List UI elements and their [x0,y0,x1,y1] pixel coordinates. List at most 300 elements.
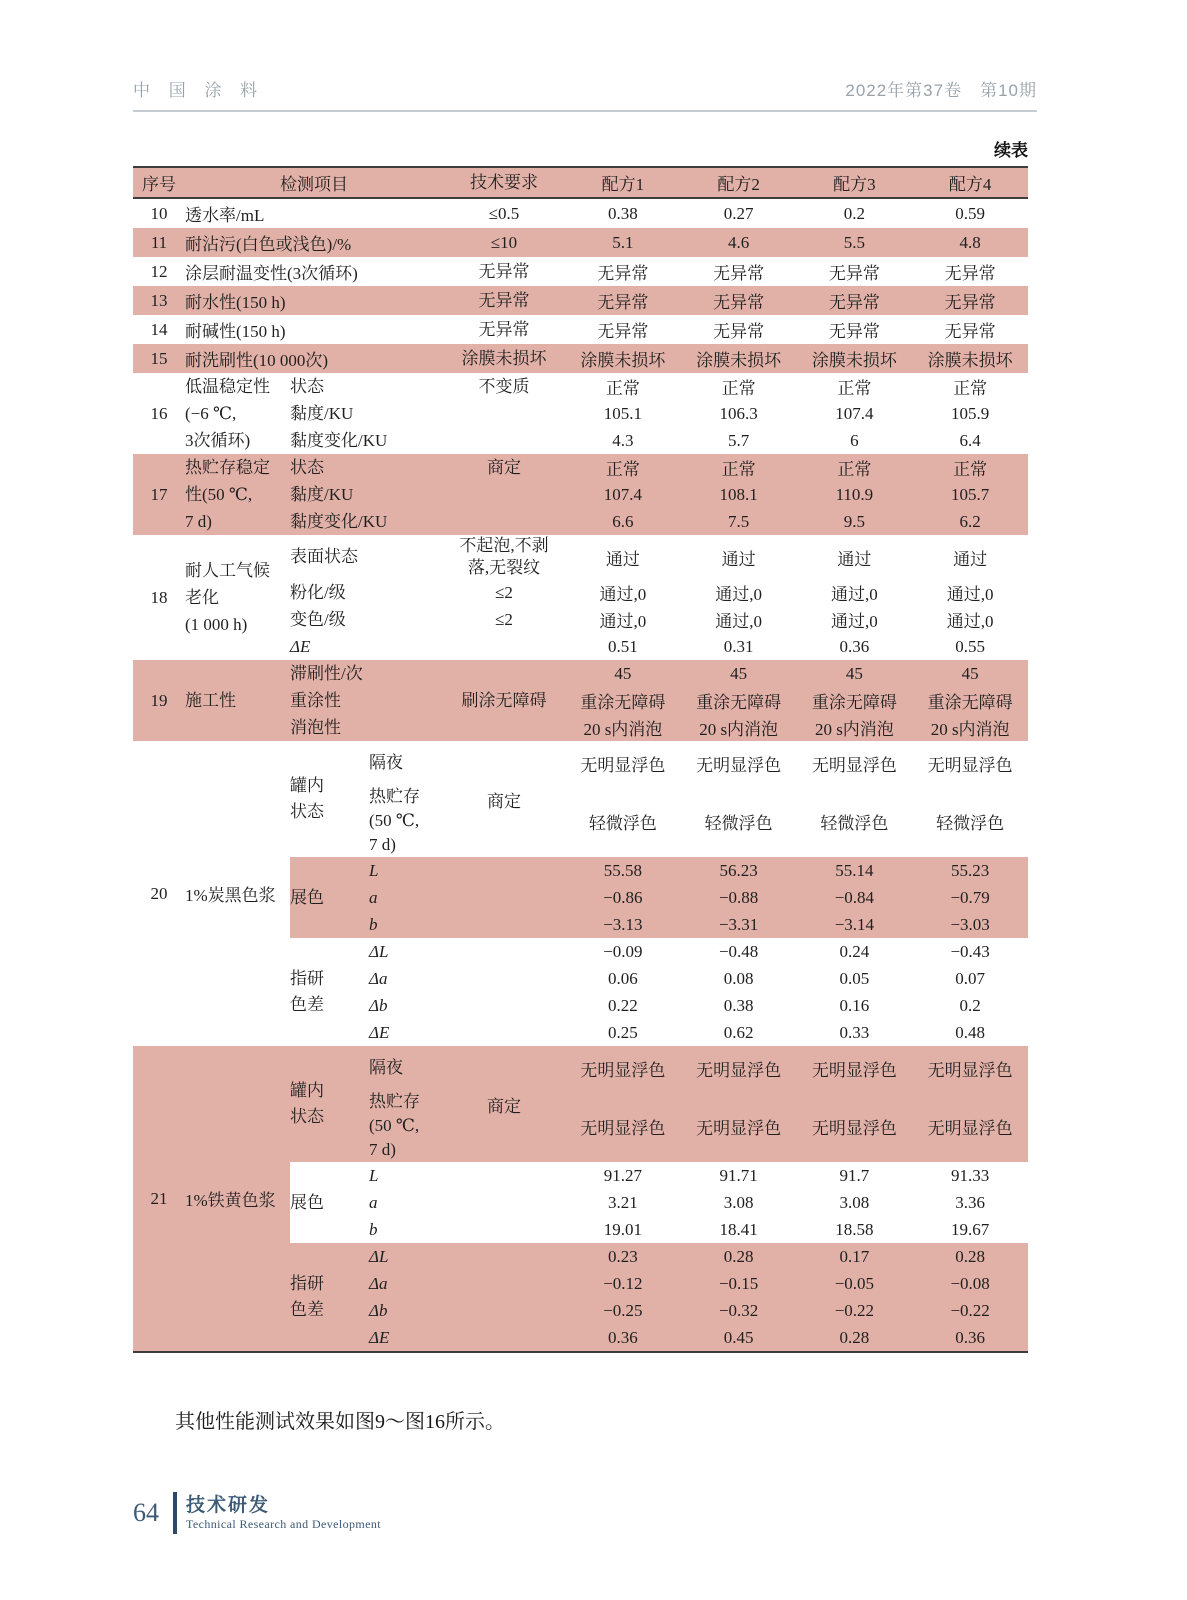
formula-value: 无异常 [597,322,649,341]
table-sub-row [362,1270,1028,1297]
formula-value: 18.58 [835,1219,874,1239]
formula-value: 56.23 [719,860,758,880]
formula-value: 0.23 [608,1246,638,1266]
results-table [133,166,1028,1353]
row-number: 20 [150,883,168,903]
table-row [133,199,1028,228]
table-sub-row [290,633,1028,660]
sub-rows [290,535,1028,660]
formula-value: 无异常 [944,264,996,283]
table-sub-row [290,535,1028,579]
formula-value: −0.09 [603,941,643,961]
formula-value: −0.48 [718,941,759,961]
formula-value: 105.7 [951,484,990,504]
formula-value: 108.1 [719,484,758,504]
tech-requirement: 无异常 [478,319,530,339]
item-name: 施工性 [185,691,236,710]
tech-requirement: 无异常 [478,290,530,310]
formula-value: −0.15 [718,1273,759,1293]
formula-value: 通过 [953,549,988,569]
formula-value: 19.01 [603,1219,642,1239]
formula-value: 轻微浮色 [704,813,773,833]
sub-item: 重涂性 [290,690,341,710]
sub-group-name: 罐内 状态 [290,776,324,821]
table-sub-row [290,660,1028,687]
formula-value: 正常 [837,379,872,398]
formula-value: −3.13 [603,914,643,934]
formula-value: 重涂无障碍 [696,693,782,712]
formula-value: −0.79 [950,887,990,907]
formula-value: 4.6 [728,232,750,252]
formula-value: 0.55 [955,636,985,656]
sub-group-rows [362,857,1028,938]
sub-item: Δb [369,995,388,1015]
formula-value: 通过,0 [715,612,762,631]
item-left-strip [133,741,290,1046]
sub-item: Δa [369,968,388,988]
sub-group [290,938,1028,1046]
table-sub-row [362,857,1028,884]
col-header-formula: 配方1 [601,175,645,194]
formula-value: 正常 [837,460,872,479]
formula-value: 20 s内消泡 [583,720,663,739]
issue-info: 2022年第37卷 第10期 [845,81,1037,100]
body-note: 其他性能测试效果如图9～图16所示。 [175,1411,505,1433]
formula-value: 3.21 [608,1192,638,1212]
sub-item: 黏度变化/KU [290,430,388,450]
formula-value: 0.16 [839,995,870,1015]
table-sub-row [362,911,1028,938]
formula-value: −0.22 [950,1300,990,1320]
formula-value: 0.38 [608,203,638,223]
col-header-formula: 配方3 [833,175,876,194]
row-number: 14 [150,319,168,339]
formula-value: 0.59 [955,203,985,223]
formula-value: 重涂无障碍 [580,693,666,712]
footer-section-en: Technical Research and Development [186,1516,382,1531]
tech-requirement: 刷涂无障碍 [461,690,547,710]
tech-requirement: 涂膜未损坏 [461,348,547,368]
row-number: 21 [150,1188,168,1208]
sub-item: b [369,914,378,934]
formula-value: 通过 [605,549,640,569]
item-name: 耐人工气候 老化 (1 000 h) [185,561,270,634]
formula-value: 20 s内消泡 [930,720,1010,739]
formula-value: 正常 [605,379,640,398]
table-sub-row [362,1019,1028,1046]
sub-item: 消泡性 [290,717,341,737]
sub-item: 表面状态 [290,547,358,566]
sub-group-name: 罐内 状态 [290,1081,324,1126]
table-sub-row [290,508,1028,535]
sub-group-rows [362,938,1028,1046]
row-number: 19 [150,690,168,710]
table-sub-row [290,400,1028,427]
formula-value: 91.7 [839,1165,870,1185]
formula-value: 6 [850,430,859,450]
sub-item: a [369,1192,378,1212]
sub-group-name: 指研 色差 [290,969,324,1014]
row-number: 13 [150,290,168,310]
formula-value: 0.05 [839,968,870,988]
item-name: 涂层耐温变性(3次循环) [185,264,358,283]
col-header-formula: 配方2 [717,175,760,194]
item-name: 1%铁黄色浆 [185,1191,276,1210]
formula-value: 0.36 [608,1327,638,1347]
tech-requirement: ≤2 [495,609,513,629]
tech-requirement: 商定 [487,791,521,811]
sub-item: 热贮存 (50 ℃, 7 d) [369,787,420,854]
formula-value: 通过,0 [715,585,762,604]
formula-value: 55.14 [835,860,874,880]
formula-value: 4.3 [612,430,634,450]
formula-value: 0.08 [723,968,754,988]
formula-value: 7.5 [728,511,750,531]
table-sub-row [290,579,1028,606]
formula-value: 无明显浮色 [811,755,897,775]
item-name: 热贮存稳定 性(50 ℃, 7 d) [185,458,270,531]
formula-value: 20 s内消泡 [814,720,894,739]
formula-value: 涂膜未损坏 [927,351,1013,370]
tech-requirement: 不起泡,不剥 落,无裂纹 [459,536,549,577]
formula-value: 正常 [721,379,756,398]
sub-item: ΔL [369,941,389,961]
item-name: 低温稳定性 (−6 ℃, 3次循环) [185,377,270,450]
sub-group [290,857,1028,938]
sub-item: 变色/级 [290,609,346,629]
row-number: 10 [150,203,168,223]
table-row [133,257,1028,286]
item-name: 耐水性(150 h) [185,293,286,312]
formula-value: 19.67 [951,1219,990,1239]
formula-value: 5.1 [612,232,634,252]
table-item-group [133,454,1028,535]
formula-value: 无明显浮色 [580,755,666,775]
formula-value: 20 s内消泡 [699,720,779,739]
formula-value: 3.08 [839,1192,870,1212]
tech-requirement: ≤10 [490,232,518,252]
formula-value: −0.25 [603,1300,643,1320]
sub-item: 状态 [290,457,324,477]
table-item-group [133,373,1028,454]
formula-value: 0.31 [723,636,754,656]
formula-value: 无异常 [828,264,880,283]
continued-table-label: 续表 [994,141,1028,160]
sub-group-name: 展色 [290,887,324,907]
formula-value: 涂膜未损坏 [811,351,897,370]
formula-value: 105.1 [603,403,642,423]
formula-value: 0.07 [955,968,985,988]
formula-value: 无明显浮色 [580,1118,666,1138]
formula-value: 无明显浮色 [696,1118,782,1138]
row-number: 18 [150,587,168,607]
formula-value: 45 [961,663,979,683]
formula-value: 0.28 [723,1246,754,1266]
col-header-formula: 配方4 [948,175,992,194]
page-number: 64 [133,1498,159,1527]
item-name: 1%炭黑色浆 [185,886,276,905]
formula-value: 正常 [721,460,756,479]
table-sub-row [362,1216,1028,1243]
formula-value: 0.28 [955,1246,985,1266]
formula-value: −0.86 [603,887,643,907]
formula-value: −0.08 [950,1273,990,1293]
formula-value: 重涂无障碍 [811,693,897,712]
sub-item: 滞刷性/次 [290,663,363,683]
formula-value: 轻微浮色 [588,813,657,833]
formula-value: 通过,0 [599,612,647,631]
table-row [133,286,1028,315]
formula-value: 无明显浮色 [696,1060,782,1080]
formula-value: 轻微浮色 [936,813,1005,833]
table-row [133,344,1028,373]
sub-group [290,1162,1028,1243]
sub-item: ΔE [369,1327,390,1347]
table-sub-row [362,884,1028,911]
table-row [133,315,1028,344]
journal-name: 中 国 涂 料 [133,81,265,100]
formula-value: 通过,0 [946,612,994,631]
formula-value: 3.36 [955,1192,985,1212]
table-item-group [133,535,1028,660]
formula-value: 无异常 [828,322,880,341]
table-sub-row [290,454,1028,481]
formula-value: −3.31 [718,914,759,934]
formula-value: 无明显浮色 [927,1118,1013,1138]
formula-value: 91.71 [719,1165,758,1185]
row-number: 15 [150,348,168,368]
formula-value: 无异常 [597,293,649,312]
tech-requirement: 商定 [487,457,521,477]
sub-item: ΔE [369,1022,390,1042]
formula-value: 重涂无障碍 [927,693,1013,712]
col-header-no: 序号 [142,175,176,194]
sub-group [290,1046,1028,1162]
formula-value: 0.33 [839,1022,870,1042]
sub-group-name: 展色 [290,1192,324,1212]
formula-value: 通过 [721,549,756,569]
formula-value: 3.08 [723,1192,754,1212]
formula-value: 0.51 [608,636,638,656]
formula-value: 0.36 [839,636,870,656]
sub-item: 黏度/KU [290,484,354,504]
table-sub-row [362,938,1028,965]
table-sub-row [362,1324,1028,1351]
table-row [133,228,1028,257]
col-header-item: 检测项目 [280,175,348,194]
formula-value: −0.88 [718,887,759,907]
formula-value: 无异常 [597,264,649,283]
formula-value: −0.32 [718,1300,759,1320]
sub-group-rows [362,1243,1028,1351]
col-header-req: 技术要求 [470,172,538,192]
row-number: 12 [150,261,168,281]
table-sub-row [290,714,1028,741]
formula-value: 0.24 [839,941,870,961]
formula-value: 107.4 [835,403,874,423]
formula-value: 0.25 [608,1022,638,1042]
formula-value: 45 [845,663,863,683]
sub-item: a [369,887,378,907]
sub-item: 黏度/KU [290,403,354,423]
item-groups [290,1046,1028,1351]
sub-item: 状态 [290,376,324,396]
formula-value: 107.4 [603,484,642,504]
sub-item: 隔夜 [369,753,403,772]
footer-section-cn: 技术研发 [186,1494,271,1516]
tech-requirement: ≤0.5 [488,203,520,223]
table-sub-row [362,1297,1028,1324]
item-left-strip [133,1046,290,1351]
formula-value: 4.8 [959,232,981,252]
formula-value: 通过,0 [599,585,647,604]
formula-value: 涂膜未损坏 [580,351,666,370]
table-sub-row [290,373,1028,400]
table-sub-row [362,1189,1028,1216]
formula-value: 106.3 [719,403,758,423]
table-sub-row [290,606,1028,633]
row-number: 16 [150,403,168,423]
row-number: 11 [150,232,168,252]
item-groups [290,741,1028,1046]
formula-value: 55.23 [951,860,990,880]
formula-value: 无异常 [713,322,765,341]
formula-value: −3.03 [950,914,990,934]
formula-value: 110.9 [835,484,874,504]
formula-value: 正常 [953,379,988,398]
formula-value: 0.27 [723,203,754,223]
tech-requirement: ≤2 [495,582,513,602]
formula-value: 18.41 [719,1219,758,1239]
tech-requirement: 不变质 [478,376,530,396]
formula-value: 6.2 [959,511,981,531]
footer-section [186,1495,381,1532]
table-sub-row [362,1162,1028,1189]
sub-item: b [369,1219,378,1239]
table-sub-row [290,427,1028,454]
sub-item: ΔL [369,1246,389,1266]
formula-value: 无异常 [944,322,996,341]
sub-item: 隔夜 [369,1058,403,1077]
page-header [133,76,1037,112]
table-sub-row [362,965,1028,992]
tech-requirement: 无异常 [478,261,530,281]
formula-value: −3.14 [834,914,875,934]
page-content [133,0,1037,1434]
sub-group [290,741,1028,857]
formula-value: 涂膜未损坏 [696,351,782,370]
item-name: 透水率/mL [185,206,265,225]
formula-value: 正常 [605,460,640,479]
item-name: 耐沾污(白色或浅色)/% [185,235,352,254]
sub-item: ΔE [290,636,311,656]
sub-item: L [369,860,379,880]
formula-value: −0.05 [834,1273,875,1293]
sub-rows [290,373,1028,454]
formula-value: 0.2 [959,995,981,1015]
sub-group [290,1243,1028,1351]
formula-value: 105.9 [951,403,990,423]
formula-value: 91.33 [951,1165,990,1185]
formula-value: 45 [614,663,632,683]
formula-value: 无异常 [828,293,880,312]
footer-divider [173,1492,177,1534]
formula-value: 0.38 [723,995,754,1015]
formula-value: 0.62 [723,1022,754,1042]
formula-value: 55.58 [603,860,642,880]
formula-value: −0.43 [950,941,990,961]
sub-item: Δa [369,1273,388,1293]
formula-value: 轻微浮色 [820,813,889,833]
table-item-group [133,741,1028,1046]
formula-value: −0.84 [834,887,875,907]
sub-item: Δb [369,1300,388,1320]
formula-value: 无异常 [713,264,765,283]
formula-value: 无明显浮色 [811,1060,897,1080]
formula-value: 5.5 [843,232,865,252]
sub-item: 热贮存 (50 ℃, 7 d) [369,1092,420,1159]
table-sub-row [290,687,1028,714]
formula-value: 0.45 [723,1327,754,1347]
formula-value: 无明显浮色 [580,1060,666,1080]
formula-value: 5.7 [728,430,750,450]
formula-value: 0.2 [843,203,865,223]
formula-value: 0.22 [608,995,638,1015]
formula-value: 通过 [837,549,872,569]
formula-value: 0.28 [839,1327,870,1347]
formula-value: 通过,0 [831,585,878,604]
formula-value: 0.36 [955,1327,985,1347]
formula-value: 0.17 [839,1246,870,1266]
formula-value: 无异常 [944,293,996,312]
table-header-row [133,168,1028,199]
formula-value: 无明显浮色 [811,1118,897,1138]
sub-item: 黏度变化/KU [290,511,388,531]
row-number: 17 [150,484,168,504]
sub-group-rows [362,1162,1028,1243]
table-sub-row [290,481,1028,508]
page-footer [133,1492,381,1534]
formula-value: 6.6 [612,511,634,531]
formula-value: 91.27 [603,1165,642,1185]
formula-value: −0.12 [603,1273,643,1293]
sub-item: L [369,1165,379,1185]
formula-value: 通过,0 [831,612,878,631]
table-item-group [133,660,1028,741]
sub-rows [290,660,1028,741]
table-item-group [133,1046,1028,1351]
item-name: 耐碱性(150 h) [185,322,286,341]
sub-group-name: 指研 色差 [290,1274,324,1319]
table-sub-row [362,992,1028,1019]
formula-value: 9.5 [843,511,865,531]
formula-value: 45 [730,663,748,683]
formula-value: 无明显浮色 [696,755,782,775]
formula-value: 0.48 [955,1022,985,1042]
formula-value: 6.4 [959,430,981,450]
formula-value: 无异常 [713,293,765,312]
formula-value: 无明显浮色 [927,755,1013,775]
item-name: 耐洗刷性(10 000次) [185,351,329,370]
sub-rows [290,454,1028,535]
sub-item: 粉化/级 [290,582,346,602]
formula-value: −0.22 [834,1300,875,1320]
formula-value: 无明显浮色 [927,1060,1013,1080]
table-sub-row [362,1243,1028,1270]
formula-value: 通过,0 [946,585,994,604]
tech-requirement: 商定 [487,1096,521,1116]
formula-value: 正常 [953,460,988,479]
